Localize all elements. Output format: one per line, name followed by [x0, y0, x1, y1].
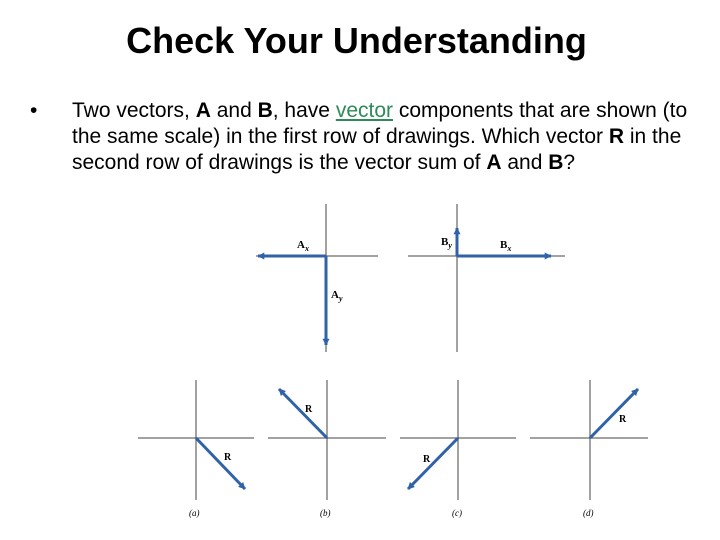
vector-b-bold: B — [548, 151, 564, 174]
r-arrow — [408, 438, 458, 489]
option-caption: (a) — [189, 508, 200, 518]
r-label: R — [224, 452, 232, 463]
vector-b-components — [408, 204, 565, 352]
bullet-marker: • — [30, 99, 38, 122]
option-b[interactable] — [268, 380, 386, 518]
slide-title: Check Your Understanding — [126, 20, 587, 61]
option-caption: (d) — [583, 508, 594, 518]
r-label: R — [619, 414, 627, 425]
option-caption: (c) — [452, 508, 462, 518]
r-label: R — [305, 404, 313, 415]
vector-a-bold: A — [486, 151, 502, 174]
option-d[interactable] — [530, 380, 648, 518]
text-run: components that are shown (to the same scale) in the first row of drawings. Which vector — [72, 99, 688, 148]
vector-r-bold: R — [608, 125, 625, 148]
r-arrow — [279, 389, 327, 438]
r-arrow — [196, 438, 245, 489]
ay-label: $A_y$ — [331, 289, 343, 303]
option-c[interactable] — [400, 380, 516, 518]
option-a[interactable] — [138, 380, 254, 518]
text-run: and — [210, 99, 258, 122]
vector-a-components — [256, 204, 378, 352]
vector-link[interactable]: vector — [335, 99, 393, 122]
text-run: in the second row of drawings is the vector sum of — [72, 125, 682, 174]
option-caption: (b) — [320, 508, 331, 518]
vector-a-bold: A — [195, 99, 211, 122]
text-run: and — [501, 151, 549, 174]
text-run: , have — [272, 99, 336, 122]
r-arrow — [590, 389, 638, 438]
by-label: $B_y$ — [441, 236, 452, 250]
text-run: ? — [563, 151, 576, 174]
text-run: Two vectors, — [72, 99, 196, 122]
bx-label: $B_x$ — [500, 239, 512, 253]
r-label: R — [423, 454, 431, 465]
ax-label: $A_x$ — [297, 239, 309, 253]
vector-b-bold: B — [257, 99, 273, 122]
